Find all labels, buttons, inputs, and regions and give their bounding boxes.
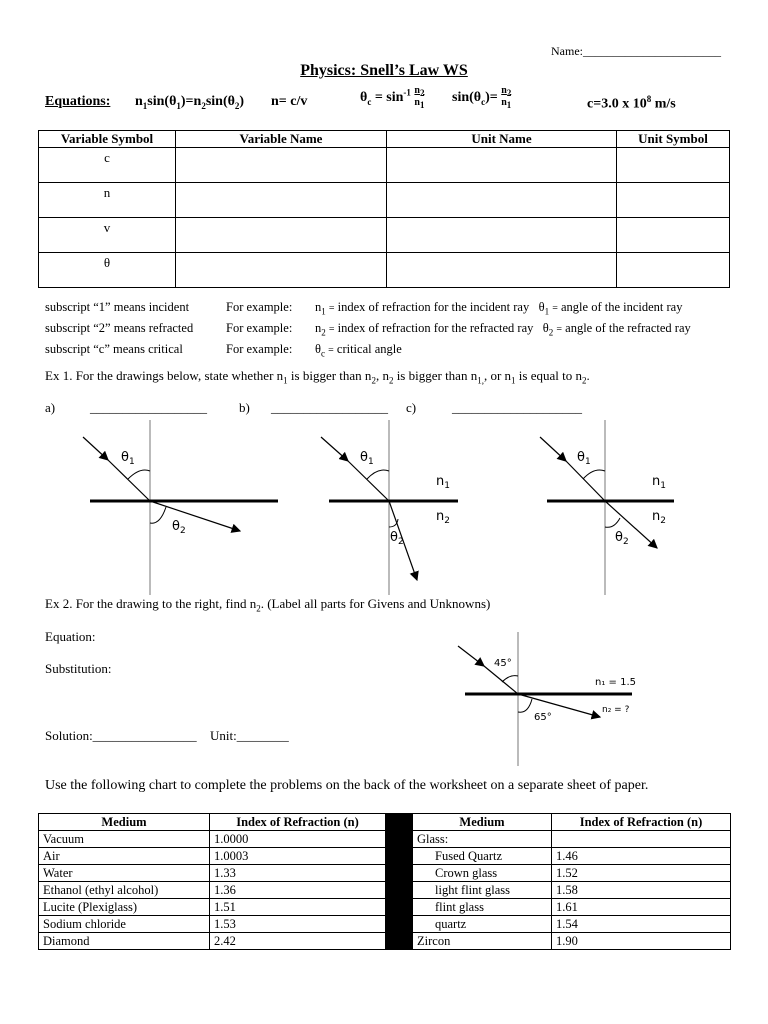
unit-symbol-cell[interactable] [617,253,730,288]
variable-symbol: n [39,183,176,218]
index-cell: 1.0003 [210,848,386,865]
theta1-label: $\theta_1$ [577,450,591,467]
table-row [39,831,731,848]
answer-label-b: b) [239,400,250,415]
variable-symbol: v [39,218,176,253]
index-cell: 1.33 [210,865,386,882]
table-row [39,865,731,882]
index-cell: 1.46 [552,848,731,865]
column-header: Index of Refraction (n) [210,814,386,831]
table-row [39,148,730,183]
subscript-note: subscript “c” means critical For example: $\theta_c$ = critical angle [45,342,402,359]
medium-cell: Water [39,865,210,882]
unit-blank[interactable]: Unit:________ [210,728,289,743]
diagram-a [83,420,278,595]
theta1-label: $\theta_1$ [360,450,374,467]
theta1-label: $\theta_1$ [121,450,135,467]
n1-given-label: n₁ = 1.5 [595,677,636,688]
medium-cell: Zircon [413,933,552,950]
table-row [39,253,730,288]
variable-name-cell[interactable] [176,148,387,183]
variable-symbol: θ [39,253,176,288]
chart-intro: Use the following chart to complete the problems on the back of the worksheet on a separate sheet of paper. [45,778,649,793]
theta2-label: $\theta_2$ [390,530,404,547]
medium-cell: Diamond [39,933,210,950]
column-header: Medium [413,814,552,831]
index-cell: 1.0000 [210,831,386,848]
variable-name-cell[interactable] [176,218,387,253]
index-cell: 1.36 [210,882,386,899]
medium-cell: light flint glass [413,882,552,899]
unit-name-cell[interactable] [387,183,617,218]
diagram-b [321,420,458,595]
answer-blank-a[interactable]: __________________ [90,400,207,415]
n1-label: $n_1$ [436,474,450,491]
index-cell: 1.54 [552,916,731,933]
index-cell: 1.53 [210,916,386,933]
n1-label: $n_1$ [652,474,666,491]
equations-label: Equations: [45,94,111,109]
medium-cell: Fused Quartz [413,848,552,865]
subscript-notes [45,299,691,362]
column-header: Index of Refraction (n) [552,814,731,831]
column-header: Unit Name [387,131,617,148]
page-title: Physics: Snell’s Law WS [300,62,468,79]
answer-blank-c[interactable]: ____________________ [452,400,582,415]
answer-blank-b[interactable]: __________________ [271,400,388,415]
index-cell [552,831,731,848]
variable-name-cell[interactable] [176,183,387,218]
table-row [39,899,731,916]
unit-symbol-cell[interactable] [617,183,730,218]
medium-cell: Lucite (Plexiglass) [39,899,210,916]
incident-angle-label: 45° [494,658,512,669]
chart-divider [386,814,413,950]
index-cell: 1.90 [552,933,731,950]
column-header: Unit Symbol [617,131,730,148]
medium-cell: Vacuum [39,831,210,848]
index-cell: 2.42 [210,933,386,950]
substitution-label: Substitution: [45,661,112,676]
name-field[interactable]: Name:_______________________ [551,44,721,58]
answer-label-c: c) [406,400,417,415]
unit-name-cell[interactable] [387,253,617,288]
ex2-prompt: Ex 2. For the drawing to the right, find $n_2$. (Label all parts for Givens and Unknowns) [45,596,491,614]
variable-symbol: c [39,148,176,183]
refracted-angle-label: 65° [534,712,552,723]
ex2-diagram [440,628,660,770]
index-cell: 1.58 [552,882,731,899]
index-cell: 1.52 [552,865,731,882]
subscript-note: subscript “2” means refracted For example: $n_2$ = index of refraction for the refracted ray $\theta_2$ = angle of the refracted ray [45,321,691,338]
medium-cell: Sodium chloride [39,916,210,933]
answer-label-a: a) [45,400,56,415]
index-of-refraction-chart [38,813,731,950]
unit-name-cell[interactable] [387,148,617,183]
diagram-c [540,420,674,595]
table-row [39,933,731,950]
sin-critical-equation: $\sin(\theta_c)=$ $\frac{n_2}{n_1}$ [452,85,512,110]
medium-cell: Ethanol (ethyl alcohol) [39,882,210,899]
unit-symbol-cell[interactable] [617,148,730,183]
speed-of-light: c=3.0 x $10^8$ m/s [587,94,676,112]
medium-cell: flint glass [413,899,552,916]
index-equation: n= c/v [271,94,308,109]
table-row [39,218,730,253]
n2-unknown-label: n₂ = ? [602,705,630,715]
column-header: Variable Name [176,131,387,148]
variable-table [38,130,730,288]
solution-blank[interactable]: Solution:________________ [45,728,197,743]
table-row [39,916,731,933]
critical-angle-equation: $\theta_c = \sin^{-1}$ $\frac{n_2}{n_1}$ [360,85,425,110]
theta2-label: $\theta_2$ [172,519,186,536]
medium-cell: Air [39,848,210,865]
medium-cell: Crown glass [413,865,552,882]
table-row [39,848,731,865]
column-header: Medium [39,814,210,831]
n2-label: $n_2$ [652,509,666,526]
column-header: Variable Symbol [39,131,176,148]
variable-name-cell[interactable] [176,253,387,288]
n2-label: $n_2$ [436,509,450,526]
index-cell: 1.51 [210,899,386,916]
subscript-note: subscript “1” means incident For example: $n_1$ = index of refraction for the incident ray $\theta_1$ = angle of the incident ray [45,300,683,317]
snell-equation: $n_1\sin(\theta_1)=n_2\sin(\theta_2)$ [135,94,245,111]
table-header-row [39,131,730,148]
index-cell: 1.61 [552,899,731,916]
table-row [39,882,731,899]
table-row [39,183,730,218]
medium-cell: quartz [413,916,552,933]
unit-name-cell[interactable] [387,218,617,253]
unit-symbol-cell[interactable] [617,218,730,253]
theta2-label: $\theta_2$ [615,530,629,547]
ex1-diagrams [0,415,768,600]
chart-header-row [39,814,731,831]
ex1-prompt: Ex 1. For the drawings below, state whether $n_1$ is bigger than $n_2$, $n_2$ is bigger than $n_{1,}$, or $n_1$ is equal to $n_2$. [45,368,590,386]
equation-label: Equation: [45,629,96,644]
medium-cell: Glass: [413,831,552,848]
